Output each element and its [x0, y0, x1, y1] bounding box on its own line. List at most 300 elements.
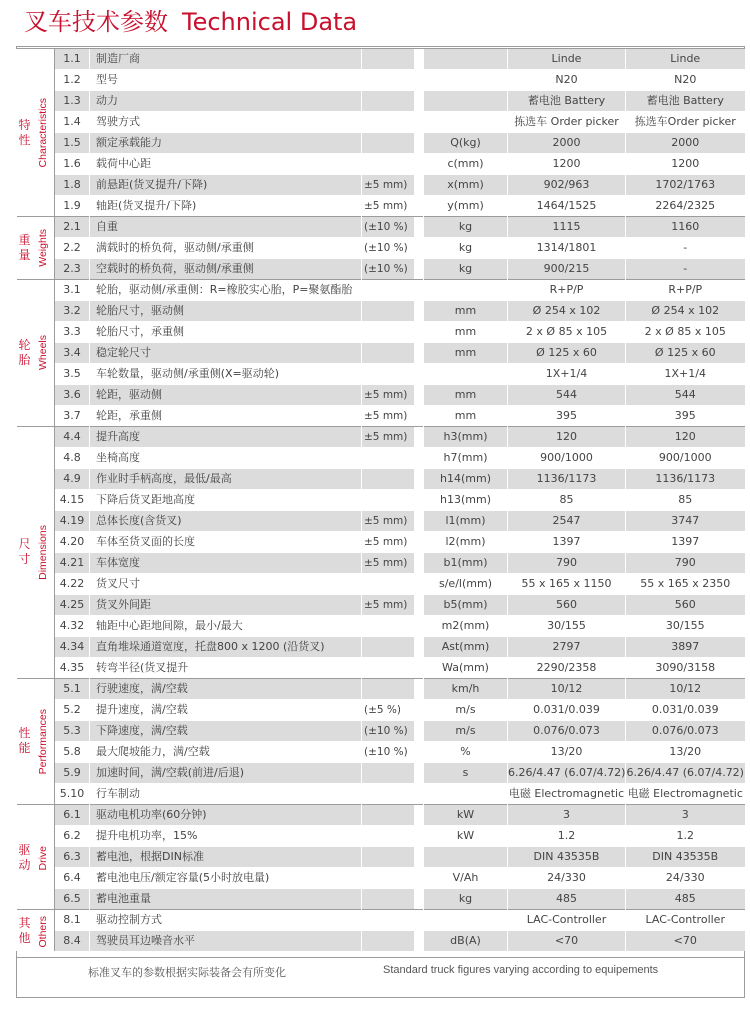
spec-row	[17, 826, 745, 847]
spec-gap	[414, 679, 424, 700]
spec-value-model1: 900/1000	[508, 448, 626, 469]
spec-tolerance: ±5 mm)	[362, 532, 414, 553]
spec-tolerance	[362, 49, 414, 70]
spec-number: 6.3	[55, 847, 90, 868]
spec-value-model1: 0.076/0.073	[508, 721, 626, 742]
spec-value-model1: 55 x 165 x 1150	[508, 574, 626, 595]
spec-row	[17, 595, 745, 616]
spec-value-model2: 24/330	[626, 868, 745, 889]
spec-number: 6.4	[55, 868, 90, 889]
spec-tolerance	[362, 847, 414, 868]
spec-row	[17, 427, 745, 448]
spec-gap	[414, 637, 424, 658]
spec-value-model1: 902/963	[508, 175, 626, 196]
spec-tolerance: ±5 mm)	[362, 196, 414, 217]
spec-description: 总体长度(含货叉)	[90, 511, 362, 532]
spec-value-model2: <70	[626, 931, 745, 952]
spec-row	[17, 889, 745, 910]
spec-unit: m/s	[424, 721, 508, 742]
spec-description: 行车制动	[90, 784, 362, 805]
spec-number: 4.20	[55, 532, 90, 553]
spec-value-model1: Ø 254 x 102	[508, 301, 626, 322]
footnote-cn: 标准叉车的参数根据实际装备会有所变化	[88, 966, 286, 979]
spec-number: 4.34	[55, 637, 90, 658]
spec-gap	[414, 511, 424, 532]
spec-tolerance: (±5 %)	[362, 700, 414, 721]
spec-value-model2: 6.26/4.47 (6.07/4.72)	[626, 763, 745, 784]
spec-number: 4.32	[55, 616, 90, 637]
spec-gap	[414, 280, 424, 301]
spec-description: 作业时手柄高度，最低/最高	[90, 469, 362, 490]
spec-gap	[414, 427, 424, 448]
group-label	[17, 280, 55, 427]
group-label	[17, 217, 55, 280]
spec-value-model1: 3	[508, 805, 626, 826]
spec-tolerance	[362, 112, 414, 133]
spec-tolerance	[362, 889, 414, 910]
spec-row	[17, 175, 745, 196]
spec-value-model2: 3	[626, 805, 745, 826]
spec-value-model2: 1136/1173	[626, 469, 745, 490]
spec-gap	[414, 490, 424, 511]
group-label-cn: 其	[18, 916, 31, 931]
spec-unit	[424, 49, 508, 70]
spec-tolerance	[362, 448, 414, 469]
group-label	[17, 910, 55, 952]
spec-table	[16, 48, 745, 951]
spec-value-model2: 900/1000	[626, 448, 745, 469]
spec-tolerance	[362, 910, 414, 931]
spec-unit: l2(mm)	[424, 532, 508, 553]
spec-gap	[414, 574, 424, 595]
spec-value-model1: 85	[508, 490, 626, 511]
spec-value-model2: Ø 125 x 60	[626, 343, 745, 364]
spec-value-model2: 1702/1763	[626, 175, 745, 196]
spec-row	[17, 133, 745, 154]
spec-row	[17, 154, 745, 175]
spec-value-model1: 13/20	[508, 742, 626, 763]
spec-gap	[414, 322, 424, 343]
spec-row	[17, 301, 745, 322]
spec-value-model2: 电磁 Electromagnetic	[626, 784, 745, 805]
spec-number: 4.25	[55, 595, 90, 616]
spec-value-model2: Linde	[626, 49, 745, 70]
footnote-en: Standard truck figures varying according to equipements	[383, 964, 659, 976]
spec-gap	[414, 217, 424, 238]
spec-value-model2: 1397	[626, 532, 745, 553]
spec-row	[17, 406, 745, 427]
spec-value-model1: 拣选车 Order picker	[508, 112, 626, 133]
spec-value-model1: 1314/1801	[508, 238, 626, 259]
spec-unit: c(mm)	[424, 154, 508, 175]
spec-row	[17, 385, 745, 406]
spec-number: 5.3	[55, 721, 90, 742]
spec-unit: kg	[424, 889, 508, 910]
spec-description: 空载时的桥负荷，驱动侧/承重侧	[90, 259, 362, 280]
spec-row	[17, 511, 745, 532]
spec-number: 1.5	[55, 133, 90, 154]
spec-tolerance	[362, 574, 414, 595]
spec-value-model2: 0.076/0.073	[626, 721, 745, 742]
spec-value-model2: 85	[626, 490, 745, 511]
footnote	[16, 957, 744, 986]
spec-description: 提升高度	[90, 427, 362, 448]
spec-description: 动力	[90, 91, 362, 112]
spec-unit: x(mm)	[424, 175, 508, 196]
spec-value-model2: -	[626, 238, 745, 259]
spec-number: 4.19	[55, 511, 90, 532]
spec-row	[17, 217, 745, 238]
spec-description: 蓄电池电压/额定容量(5小时放电量)	[90, 868, 362, 889]
spec-gap	[414, 154, 424, 175]
spec-description: 驱动电机功率(60分钟)	[90, 805, 362, 826]
spec-unit: Wa(mm)	[424, 658, 508, 679]
spec-number: 2.1	[55, 217, 90, 238]
spec-gap	[414, 469, 424, 490]
spec-value-model1: 120	[508, 427, 626, 448]
group-label	[17, 679, 55, 805]
spec-description: 驾驶员耳边噪音水平	[90, 931, 362, 952]
spec-tolerance	[362, 805, 414, 826]
spec-tolerance	[362, 679, 414, 700]
spec-row	[17, 490, 745, 511]
spec-row	[17, 322, 745, 343]
spec-gap	[414, 112, 424, 133]
spec-number: 4.15	[55, 490, 90, 511]
group-label-cn: 驱	[18, 843, 31, 857]
spec-unit: h7(mm)	[424, 448, 508, 469]
spec-number: 5.8	[55, 742, 90, 763]
spec-value-model1: 2000	[508, 133, 626, 154]
spec-gap	[414, 49, 424, 70]
spec-tolerance	[362, 91, 414, 112]
spec-value-model2: LAC-Controller	[626, 910, 745, 931]
spec-value-model2: 3897	[626, 637, 745, 658]
spec-number: 1.9	[55, 196, 90, 217]
spec-row	[17, 532, 745, 553]
spec-description: 下降后货叉距地高度	[90, 490, 362, 511]
spec-value-model1: 790	[508, 553, 626, 574]
spec-unit: h13(mm)	[424, 490, 508, 511]
spec-value-model2: 120	[626, 427, 745, 448]
spec-value-model2: 13/20	[626, 742, 745, 763]
spec-tolerance	[362, 343, 414, 364]
spec-tolerance	[362, 616, 414, 637]
spec-value-model2: 560	[626, 595, 745, 616]
spec-description: 车体至货叉面的长度	[90, 532, 362, 553]
spec-value-model2: 3090/3158	[626, 658, 745, 679]
spec-row	[17, 700, 745, 721]
title-en: Technical Data	[182, 8, 358, 36]
spec-tolerance	[362, 154, 414, 175]
spec-tolerance	[362, 931, 414, 952]
spec-number: 1.4	[55, 112, 90, 133]
spec-description: 货叉尺寸	[90, 574, 362, 595]
spec-value-model1: Linde	[508, 49, 626, 70]
spec-value-model1: Ø 125 x 60	[508, 343, 626, 364]
spec-unit: mm	[424, 301, 508, 322]
spec-unit: kg	[424, 217, 508, 238]
spec-gap	[414, 721, 424, 742]
spec-row	[17, 91, 745, 112]
spec-number: 1.1	[55, 49, 90, 70]
spec-value-model2: R+P/P	[626, 280, 745, 301]
spec-row	[17, 805, 745, 826]
spec-unit: kg	[424, 259, 508, 280]
group-label-cn: 量	[18, 248, 31, 262]
spec-number: 3.1	[55, 280, 90, 301]
spec-value-model1: 2547	[508, 511, 626, 532]
spec-unit: kW	[424, 805, 508, 826]
spec-description: 加速时间，满/空载(前进/后退)	[90, 763, 362, 784]
spec-row	[17, 364, 745, 385]
spec-unit	[424, 847, 508, 868]
group-label-en: Performances	[36, 708, 49, 775]
spec-value-model1: 2797	[508, 637, 626, 658]
spec-unit: mm	[424, 322, 508, 343]
spec-value-model1: 电磁 Electromagnetic	[508, 784, 626, 805]
spec-number: 3.5	[55, 364, 90, 385]
spec-description: 蓄电池重量	[90, 889, 362, 910]
spec-gap	[414, 931, 424, 952]
spec-tolerance: (±10 %)	[362, 238, 414, 259]
spec-row	[17, 616, 745, 637]
spec-value-model1: 24/330	[508, 868, 626, 889]
spec-unit: l1(mm)	[424, 511, 508, 532]
spec-value-model2: DIN 43535B	[626, 847, 745, 868]
spec-number: 4.9	[55, 469, 90, 490]
spec-tolerance: ±5 mm)	[362, 511, 414, 532]
spec-gap	[414, 175, 424, 196]
spec-gap	[414, 805, 424, 826]
group-label-cn: 性	[18, 726, 31, 741]
spec-unit: dB(A)	[424, 931, 508, 952]
spec-tolerance: ±5 mm)	[362, 595, 414, 616]
spec-value-model2: 蓄电池 Battery	[626, 91, 745, 112]
spec-number: 3.3	[55, 322, 90, 343]
spec-row	[17, 343, 745, 364]
spec-value-model2: 485	[626, 889, 745, 910]
spec-tolerance: (±10 %)	[362, 259, 414, 280]
spec-tolerance	[362, 490, 414, 511]
spec-unit	[424, 364, 508, 385]
spec-description: 提升电机功率，15%	[90, 826, 362, 847]
spec-gap	[414, 532, 424, 553]
spec-tolerance	[362, 868, 414, 889]
spec-value-model1: R+P/P	[508, 280, 626, 301]
spec-number: 4.35	[55, 658, 90, 679]
spec-unit: Q(kg)	[424, 133, 508, 154]
spec-description: 轴距中心距地间隙，最小/最大	[90, 616, 362, 637]
group-label-cn: 动	[18, 858, 31, 872]
spec-number: 3.6	[55, 385, 90, 406]
group-label-cn: 他	[18, 931, 31, 946]
spec-unit: h3(mm)	[424, 427, 508, 448]
group-label	[17, 427, 55, 679]
spec-row	[17, 574, 745, 595]
spec-unit: Ast(mm)	[424, 637, 508, 658]
spec-number: 3.7	[55, 406, 90, 427]
spec-gap	[414, 259, 424, 280]
spec-value-model1: 0.031/0.039	[508, 700, 626, 721]
spec-number: 4.22	[55, 574, 90, 595]
group-label-cn: 尺	[18, 537, 31, 552]
spec-row	[17, 637, 745, 658]
spec-row	[17, 259, 745, 280]
spec-gap	[414, 910, 424, 931]
spec-value-model1: 1464/1525	[508, 196, 626, 217]
spec-unit: m2(mm)	[424, 616, 508, 637]
spec-row	[17, 763, 745, 784]
spec-value-model2: 拣选车Order picker	[626, 112, 745, 133]
spec-number: 8.1	[55, 910, 90, 931]
group-label-cn: 胎	[18, 352, 31, 367]
spec-gap	[414, 826, 424, 847]
spec-gap	[414, 553, 424, 574]
spec-tolerance: ±5 mm)	[362, 553, 414, 574]
spec-tolerance	[362, 322, 414, 343]
spec-number: 6.5	[55, 889, 90, 910]
spec-number: 4.4	[55, 427, 90, 448]
spec-value-model2: Ø 254 x 102	[626, 301, 745, 322]
spec-value-model2: 2000	[626, 133, 745, 154]
spec-value-model2: 2264/2325	[626, 196, 745, 217]
spec-description: 载荷中心距	[90, 154, 362, 175]
spec-description: 稳定轮尺寸	[90, 343, 362, 364]
spec-row	[17, 868, 745, 889]
spec-unit: mm	[424, 343, 508, 364]
spec-row	[17, 910, 745, 931]
spec-tolerance	[362, 70, 414, 91]
spec-row	[17, 280, 745, 301]
spec-tolerance: ±5 mm)	[362, 427, 414, 448]
spec-tolerance	[362, 637, 414, 658]
spec-tolerance: (±10 %)	[362, 742, 414, 763]
spec-value-model1: 544	[508, 385, 626, 406]
spec-description: 自重	[90, 217, 362, 238]
spec-value-model2: 10/12	[626, 679, 745, 700]
spec-description: 转弯半径(货叉提升	[90, 658, 362, 679]
spec-unit: m/s	[424, 700, 508, 721]
spec-description: 轮胎尺寸，承重侧	[90, 322, 362, 343]
spec-tolerance	[362, 763, 414, 784]
spec-gap	[414, 385, 424, 406]
spec-row	[17, 721, 745, 742]
spec-value-model1: 30/155	[508, 616, 626, 637]
spec-tolerance	[362, 784, 414, 805]
spec-value-model1: 900/215	[508, 259, 626, 280]
spec-number: 6.1	[55, 805, 90, 826]
spec-unit: mm	[424, 385, 508, 406]
spec-unit: s	[424, 763, 508, 784]
spec-value-model2: 395	[626, 406, 745, 427]
group-label-en: Characteristics	[36, 97, 49, 168]
spec-description: 下降速度，满/空载	[90, 721, 362, 742]
spec-description: 轮距，驱动侧	[90, 385, 362, 406]
spec-description: 型号	[90, 70, 362, 91]
spec-unit	[424, 280, 508, 301]
spec-description: 制造厂商	[90, 49, 362, 70]
spec-gap	[414, 406, 424, 427]
spec-description: 满载时的桥负荷，驱动侧/承重侧	[90, 238, 362, 259]
spec-number: 1.8	[55, 175, 90, 196]
spec-tolerance	[362, 280, 414, 301]
group-label-en: Dimensions	[36, 525, 49, 580]
spec-gap	[414, 343, 424, 364]
spec-value-model2: 1160	[626, 217, 745, 238]
spec-unit: s/e/l(mm)	[424, 574, 508, 595]
spec-gap	[414, 700, 424, 721]
spec-description: 货叉外间距	[90, 595, 362, 616]
spec-value-model1: <70	[508, 931, 626, 952]
spec-unit	[424, 784, 508, 805]
spec-row	[17, 847, 745, 868]
spec-row	[17, 553, 745, 574]
spec-gap	[414, 889, 424, 910]
spec-row	[17, 931, 745, 952]
spec-description: 坐椅高度	[90, 448, 362, 469]
group-label-en: Weights	[36, 229, 49, 267]
spec-value-model2: 544	[626, 385, 745, 406]
group-label-en: Wheels	[36, 335, 49, 371]
spec-gap	[414, 364, 424, 385]
spec-value-model1: 2 x Ø 85 x 105	[508, 322, 626, 343]
spec-value-model2: -	[626, 259, 745, 280]
page-title	[24, 4, 357, 40]
spec-row	[17, 469, 745, 490]
title-cn: 叉车技术参数	[24, 8, 168, 36]
spec-unit	[424, 910, 508, 931]
spec-description: 驱动控制方式	[90, 910, 362, 931]
spec-gap	[414, 616, 424, 637]
spec-row	[17, 742, 745, 763]
spec-unit: km/h	[424, 679, 508, 700]
spec-tolerance	[362, 133, 414, 154]
spec-number: 5.1	[55, 679, 90, 700]
spec-row	[17, 49, 745, 70]
spec-unit: h14(mm)	[424, 469, 508, 490]
spec-number: 8.4	[55, 931, 90, 952]
spec-unit: V/Ah	[424, 868, 508, 889]
spec-tolerance: (±10 %)	[362, 721, 414, 742]
spec-description: 提升速度，满/空载	[90, 700, 362, 721]
spec-gap	[414, 784, 424, 805]
spec-unit: y(mm)	[424, 196, 508, 217]
spec-value-model1: N20	[508, 70, 626, 91]
spec-tolerance: ±5 mm)	[362, 406, 414, 427]
spec-number: 2.3	[55, 259, 90, 280]
spec-description: 蓄电池，根据DIN标准	[90, 847, 362, 868]
group-label-cn: 重	[18, 233, 31, 247]
group-label-en: Others	[36, 915, 49, 948]
spec-description: 车体宽度	[90, 553, 362, 574]
spec-unit: mm	[424, 406, 508, 427]
spec-row	[17, 70, 745, 91]
spec-number: 1.6	[55, 154, 90, 175]
spec-row	[17, 448, 745, 469]
spec-value-model2: 790	[626, 553, 745, 574]
spec-gap	[414, 763, 424, 784]
spec-row	[17, 679, 745, 700]
spec-number: 3.4	[55, 343, 90, 364]
spec-value-model1: 1.2	[508, 826, 626, 847]
spec-number: 4.21	[55, 553, 90, 574]
spec-gap	[414, 133, 424, 154]
spec-number: 4.8	[55, 448, 90, 469]
spec-value-model2: 1200	[626, 154, 745, 175]
group-label-cn: 能	[18, 741, 31, 756]
spec-tolerance: ±5 mm)	[362, 175, 414, 196]
